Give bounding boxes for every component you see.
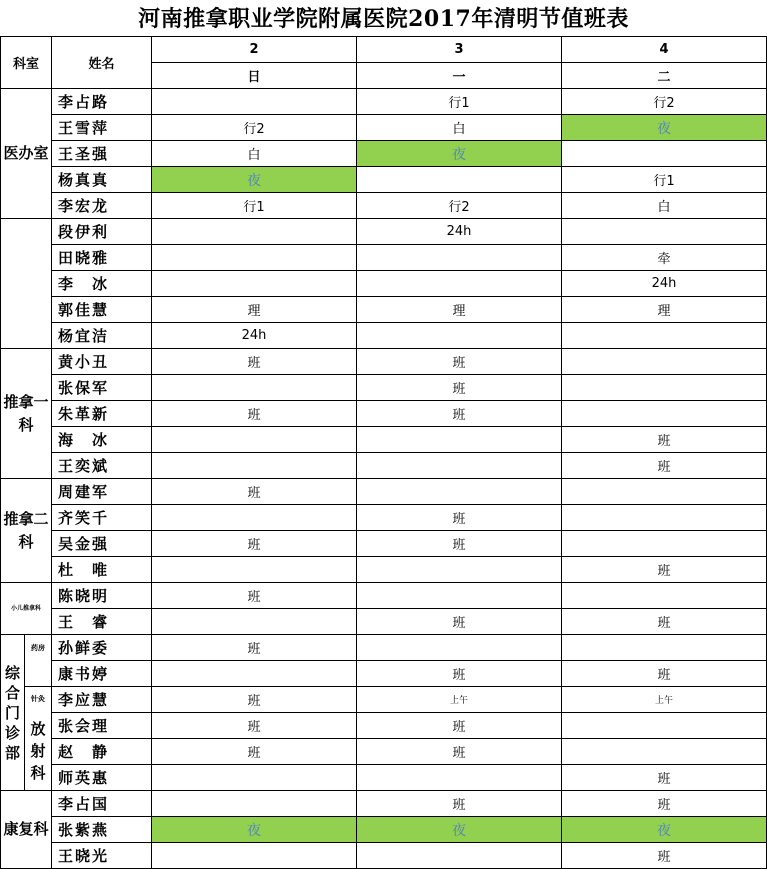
shift-cell: 夜 [357, 817, 562, 843]
staff-name: 赵 静 [52, 739, 152, 765]
shift-cell: 夜 [357, 141, 562, 167]
shift-cell [562, 141, 767, 167]
shift-cell: 行2 [152, 115, 357, 141]
shift-cell [152, 453, 357, 479]
shift-cell: 夜 [562, 817, 767, 843]
shift-cell [152, 505, 357, 531]
shift-cell [357, 427, 562, 453]
shift-cell: 班 [562, 765, 767, 791]
shift-cell [152, 375, 357, 401]
roster-row [1, 687, 767, 713]
shift-cell: 白 [562, 193, 767, 219]
shift-cell [357, 245, 562, 271]
staff-name: 王圣强 [52, 141, 152, 167]
subdept-radiology: 放射科 [30, 720, 46, 782]
roster-row [1, 843, 767, 869]
shift-cell [562, 713, 767, 739]
roster-row [1, 557, 767, 583]
staff-name: 李应慧 [52, 687, 152, 713]
department-label: 综合门诊部 [1, 635, 25, 790]
shift-cell [152, 89, 357, 115]
shift-cell [562, 219, 767, 245]
shift-cell: 白 [152, 141, 357, 167]
roster-row [1, 167, 767, 193]
shift-cell: 班 [357, 505, 562, 531]
shift-cell [357, 765, 562, 791]
staff-name: 李占路 [52, 89, 152, 115]
roster-row [1, 765, 767, 791]
shift-cell [357, 843, 562, 869]
date-header: 3 [357, 37, 562, 63]
shift-cell: 行2 [357, 193, 562, 219]
roster-row [1, 89, 767, 115]
shift-cell: 班 [152, 349, 357, 375]
shift-cell [562, 635, 767, 661]
shift-cell: 24h [357, 219, 562, 245]
shift-cell: 班 [562, 427, 767, 453]
shift-cell: 班 [357, 739, 562, 765]
shift-cell: 班 [562, 791, 767, 817]
shift-cell [152, 661, 357, 687]
roster-row [1, 323, 767, 349]
roster-row [1, 115, 767, 141]
roster-row [1, 531, 767, 557]
staff-name: 王晓光 [52, 843, 152, 869]
roster-row [1, 193, 767, 219]
shift-cell: 班 [562, 843, 767, 869]
roster-row [1, 349, 767, 375]
shift-cell [562, 505, 767, 531]
shift-cell: 班 [152, 635, 357, 661]
department-cell: 推拿二科 [1, 479, 52, 583]
roster-row [1, 817, 767, 843]
roster-row [1, 661, 767, 687]
shift-cell: 班 [562, 609, 767, 635]
staff-name: 杨真真 [52, 167, 152, 193]
roster-row [1, 453, 767, 479]
shift-cell [152, 843, 357, 869]
staff-name: 海 冰 [52, 427, 152, 453]
shift-cell [357, 479, 562, 505]
staff-name: 周建军 [52, 479, 152, 505]
shift-cell: 行2 [562, 89, 767, 115]
weekday-header: 二 [562, 63, 767, 89]
staff-name: 李宏龙 [52, 193, 152, 219]
roster-row [1, 297, 767, 323]
staff-name: 张紫燕 [52, 817, 152, 843]
department-cell [1, 219, 52, 349]
staff-name: 王奕斌 [52, 453, 152, 479]
roster-row [1, 479, 767, 505]
roster-row [1, 245, 767, 271]
shift-cell [357, 635, 562, 661]
weekday-header: 日 [152, 63, 357, 89]
shift-cell [152, 791, 357, 817]
shift-cell: 夜 [152, 167, 357, 193]
shift-cell [152, 765, 357, 791]
staff-name: 康书婷 [52, 661, 152, 687]
roster-row [1, 375, 767, 401]
roster-row [1, 583, 767, 609]
roster-row [1, 141, 767, 167]
shift-cell: 班 [357, 401, 562, 427]
staff-name: 孙鲜委 [52, 635, 152, 661]
shift-cell [562, 739, 767, 765]
roster-row [1, 427, 767, 453]
shift-cell: 白 [357, 115, 562, 141]
shift-cell [562, 583, 767, 609]
shift-cell [152, 219, 357, 245]
staff-name: 吴金强 [52, 531, 152, 557]
shift-cell: 班 [357, 661, 562, 687]
shift-cell: 班 [357, 531, 562, 557]
roster-row [1, 713, 767, 739]
staff-name: 王 睿 [52, 609, 152, 635]
staff-name: 黄小丑 [52, 349, 152, 375]
staff-name: 郭佳慧 [52, 297, 152, 323]
shift-cell: 夜 [562, 115, 767, 141]
shift-cell [152, 271, 357, 297]
subdept-pharmacy: 药房 [25, 635, 51, 687]
roster-row [1, 635, 767, 661]
shift-cell: 理 [562, 297, 767, 323]
shift-cell [357, 583, 562, 609]
staff-name: 李占国 [52, 791, 152, 817]
staff-name: 师英惠 [52, 765, 152, 791]
page-title: 河南推拿职业学院附属医院2017年清明节值班表 [138, 6, 629, 32]
header-row-dates [1, 37, 767, 63]
shift-cell [152, 557, 357, 583]
shift-cell: 班 [152, 401, 357, 427]
shift-cell: 行1 [357, 89, 562, 115]
shift-cell [357, 167, 562, 193]
shift-cell [357, 271, 562, 297]
shift-cell: 班 [357, 609, 562, 635]
department-cell: 小儿推拿科 [1, 583, 52, 635]
shift-cell: 班 [152, 583, 357, 609]
shift-cell: 班 [152, 713, 357, 739]
shift-cell: 上午 [357, 687, 562, 713]
name-header: 姓名 [52, 37, 152, 89]
department-cell: 推拿一科 [1, 349, 52, 479]
staff-name: 王雪萍 [52, 115, 152, 141]
shift-cell: 牵 [562, 245, 767, 271]
roster-row [1, 739, 767, 765]
roster-row [1, 609, 767, 635]
dept-header: 科室 [1, 37, 52, 89]
shift-cell: 班 [357, 375, 562, 401]
roster-row [1, 219, 767, 245]
staff-name: 张会理 [52, 713, 152, 739]
staff-name: 朱革新 [52, 401, 152, 427]
shift-cell [562, 531, 767, 557]
weekday-header: 一 [357, 63, 562, 89]
shift-cell: 班 [562, 453, 767, 479]
shift-cell [357, 323, 562, 349]
shift-cell [562, 349, 767, 375]
staff-name: 李 冰 [52, 271, 152, 297]
shift-cell [152, 245, 357, 271]
shift-cell: 夜 [152, 817, 357, 843]
shift-cell: 24h [152, 323, 357, 349]
shift-cell [562, 479, 767, 505]
staff-name: 田晓雅 [52, 245, 152, 271]
roster-row [1, 401, 767, 427]
duty-roster-table [0, 36, 767, 869]
shift-cell: 班 [562, 661, 767, 687]
shift-cell: 班 [357, 791, 562, 817]
roster-row [1, 271, 767, 297]
shift-cell: 班 [357, 349, 562, 375]
department-cell: 康复科 [1, 791, 52, 869]
shift-cell: 班 [562, 557, 767, 583]
roster-row [1, 791, 767, 817]
staff-name: 杜 唯 [52, 557, 152, 583]
staff-name: 杨宜洁 [52, 323, 152, 349]
shift-cell: 行1 [152, 193, 357, 219]
staff-name: 陈晓明 [52, 583, 152, 609]
date-header: 2 [152, 37, 357, 63]
shift-cell: 行1 [562, 167, 767, 193]
shift-cell [357, 557, 562, 583]
shift-cell [152, 609, 357, 635]
shift-cell: 班 [152, 739, 357, 765]
shift-cell: 班 [152, 531, 357, 557]
department-cell: 医办室 [1, 89, 52, 219]
subdept-acupuncture: 针灸 [31, 695, 45, 703]
staff-name: 齐笑千 [52, 505, 152, 531]
shift-cell [357, 453, 562, 479]
staff-name: 张保军 [52, 375, 152, 401]
shift-cell [562, 375, 767, 401]
shift-cell [562, 401, 767, 427]
shift-cell: 班 [357, 713, 562, 739]
shift-cell: 上午 [562, 687, 767, 713]
shift-cell: 班 [152, 479, 357, 505]
shift-cell: 理 [152, 297, 357, 323]
roster-row [1, 505, 767, 531]
shift-cell: 理 [357, 297, 562, 323]
shift-cell: 24h [562, 271, 767, 297]
date-header: 4 [562, 37, 767, 63]
staff-name: 段伊利 [52, 219, 152, 245]
department-cell [1, 635, 52, 791]
shift-cell: 班 [152, 687, 357, 713]
shift-cell [152, 427, 357, 453]
shift-cell [562, 323, 767, 349]
